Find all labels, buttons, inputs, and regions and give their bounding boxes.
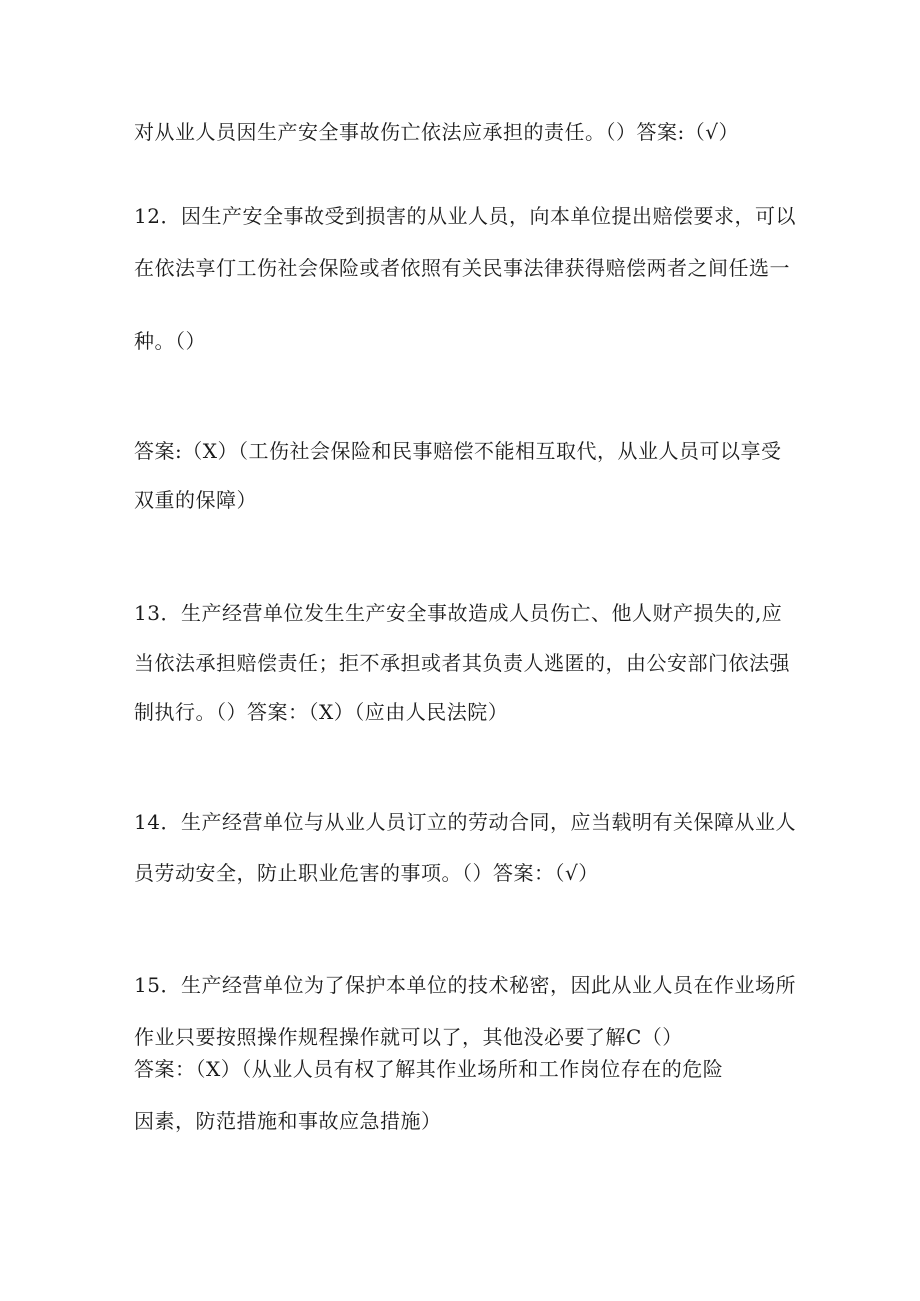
question-15-line-1: 15．生产经营单位为了保护本单位的技术秘密，因此从业人员在作业场所	[134, 973, 796, 997]
question-15-line-2: 作业只要按照操作规程操作就可以了，其他没必要了解C（）	[134, 1025, 683, 1049]
answer-15-line-1: 答案：（X）（从业人员有权了解其作业场所和工作岗位存在的危险	[134, 1057, 724, 1081]
question-14-line-1: 14．生产经营单位与从业人员订立的劳动合同，应当载明有关保障从业人	[134, 810, 796, 834]
answer-12-line-1: 答案:（X）（工伤社会保险和民事赔偿不能相互取代，从业人员可以享受	[134, 439, 782, 463]
question-13-line-1: 13．生产经营单位发生生产安全事故造成人员伤亡、他人财产损失的,应	[134, 601, 783, 625]
text-line: 对从业人员因生产安全事故伤亡依法应承担的责任。（）答案:（√）	[134, 120, 739, 144]
question-12-line-2: 在依法享仃工伤社会保险或者依照有关民事法律获得赔偿两者之间任选一	[134, 256, 790, 280]
question-12-line-3: 种。（）	[134, 329, 206, 353]
answer-15-line-2: 因素，防范措施和事故应急措施）	[134, 1109, 442, 1133]
question-13-line-3: 制执行。（）答案：（X）（应由人民法院）	[134, 700, 509, 724]
question-13-line-2: 当依法承担赔偿责任；拒不承担或者其负责人逃匿的，由公安部门依法强	[134, 651, 790, 675]
question-14-line-2: 员劳动安全，防止职业危害的事项。（）答案：（√）	[134, 861, 599, 885]
question-12-line-1: 12．因生产安全事故受到损害的从业人员，向本单位提出赔偿要求，可以	[134, 204, 796, 228]
answer-12-line-2: 双重的保障）	[134, 488, 257, 512]
